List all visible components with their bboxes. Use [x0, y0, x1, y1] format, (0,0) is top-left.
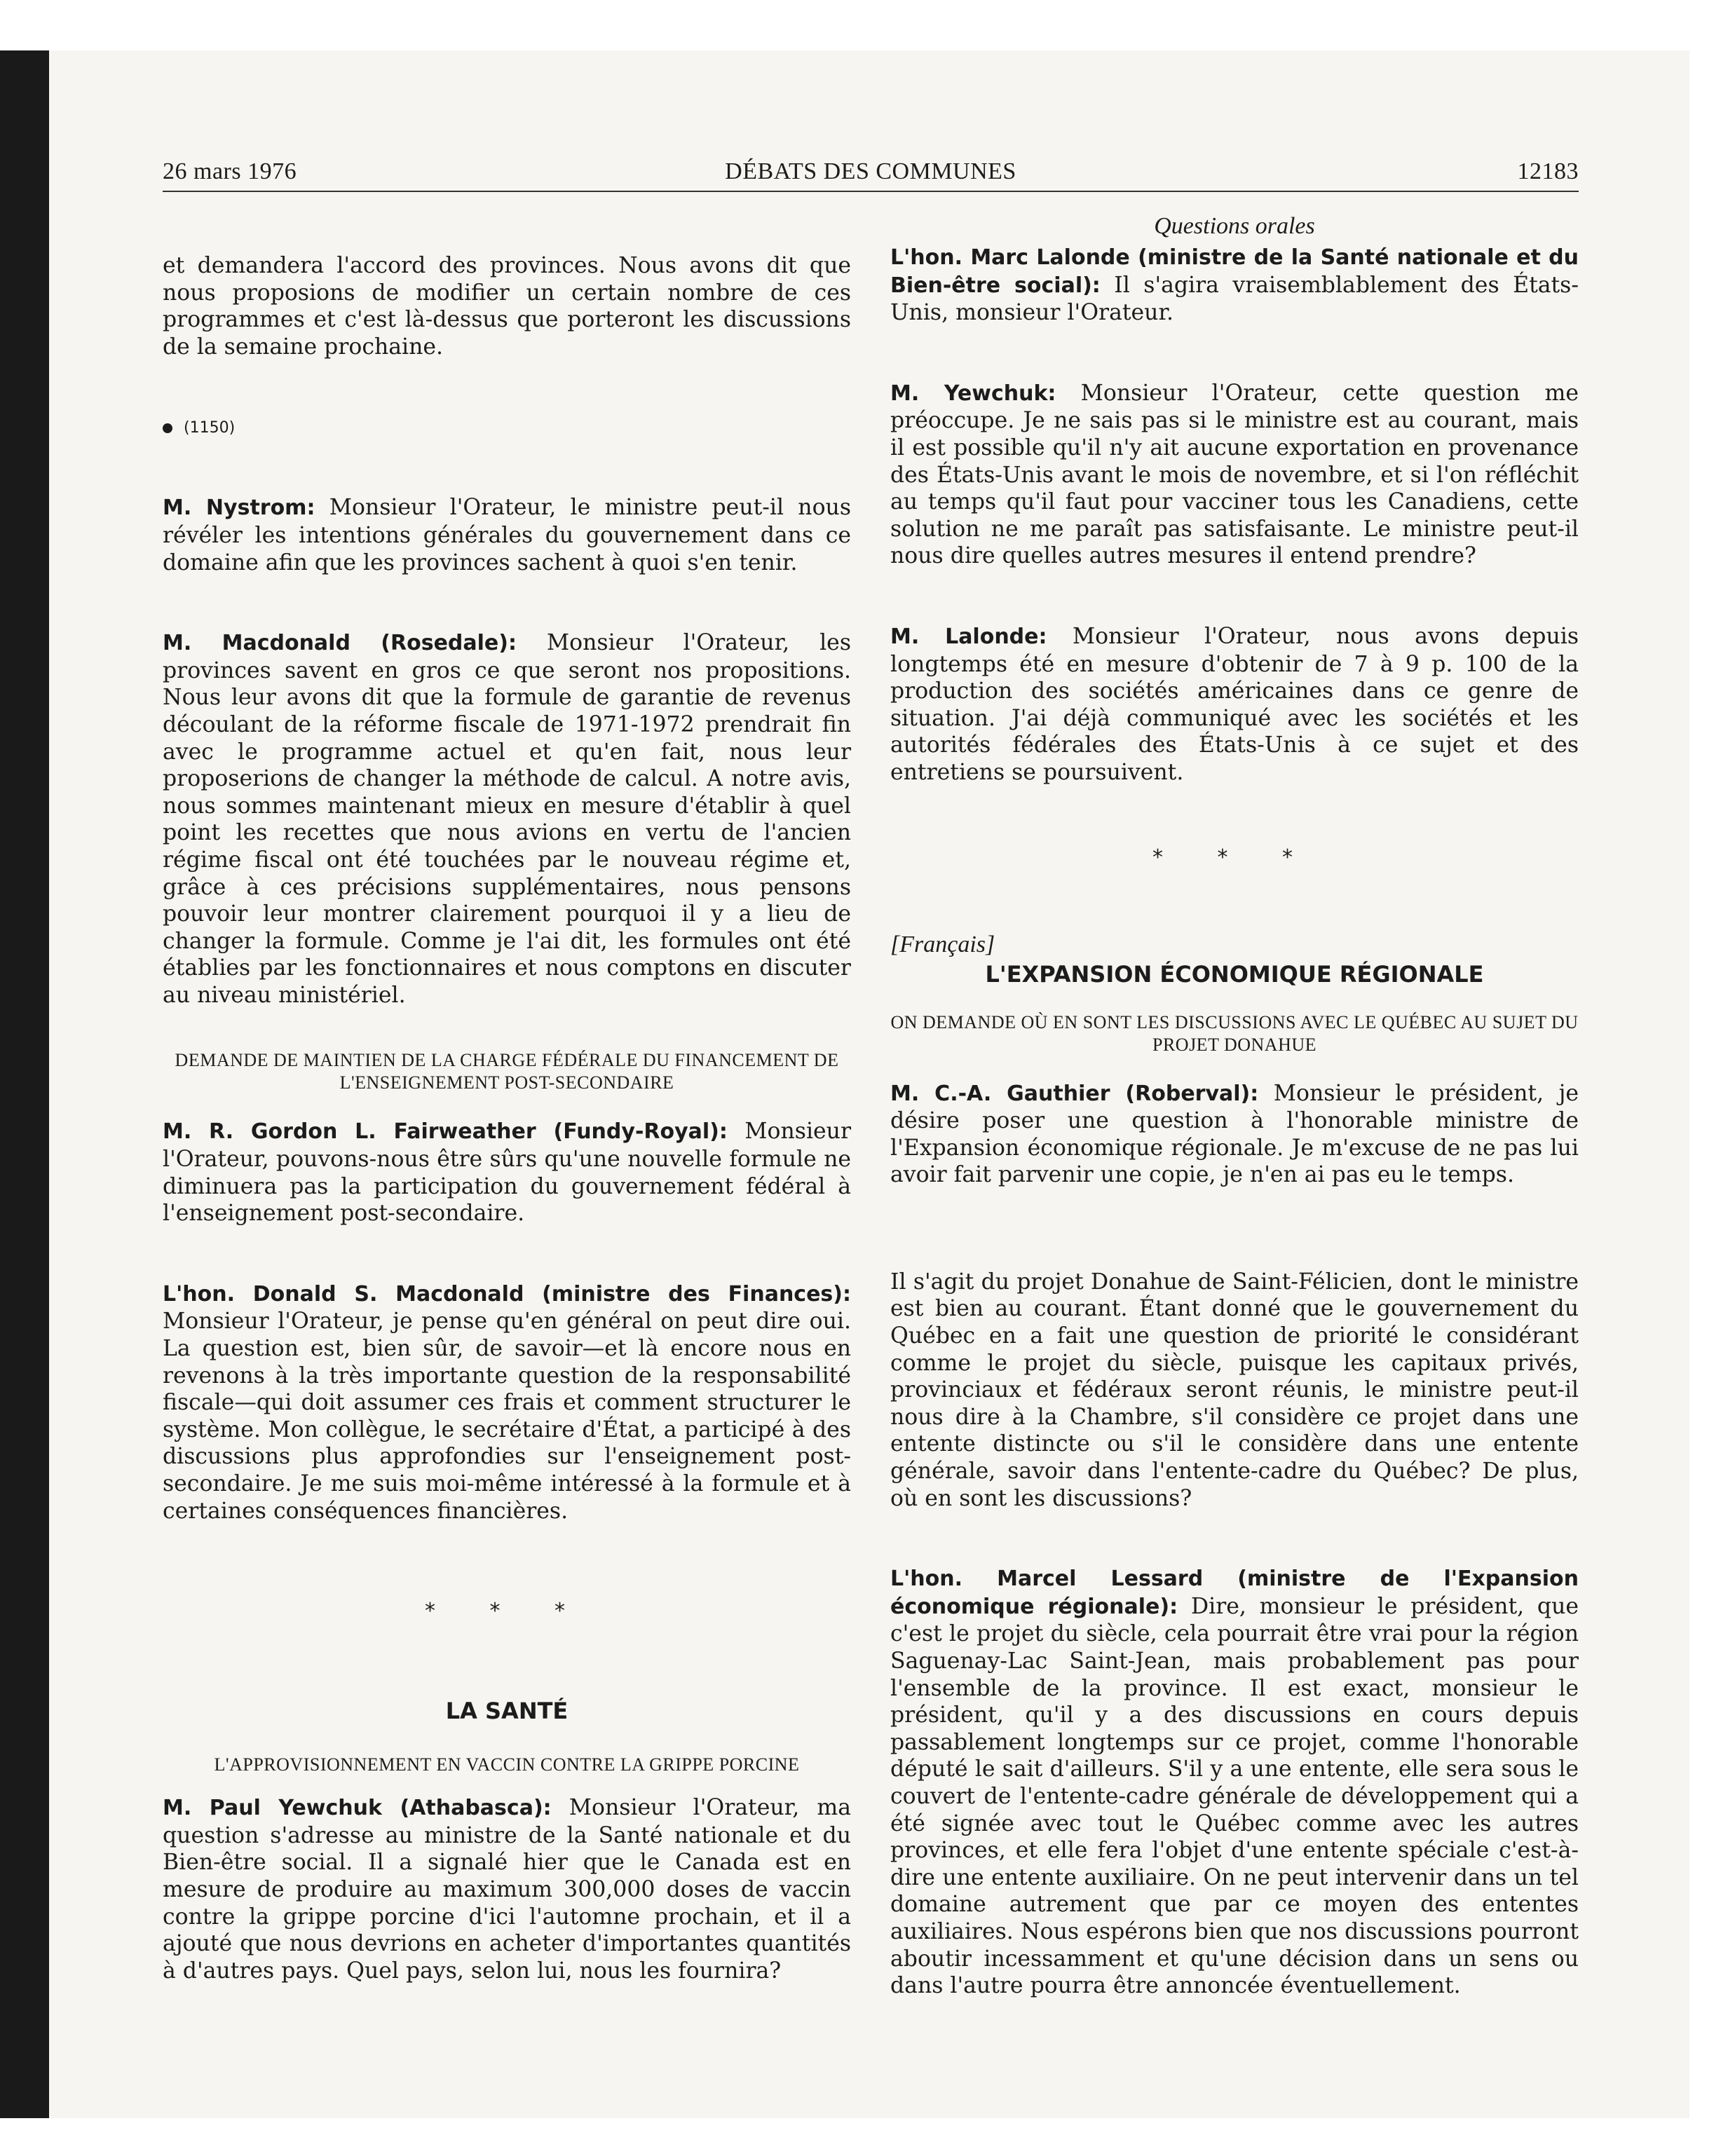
bullet-dot-icon	[163, 423, 172, 433]
speaker-name: M. Yewchuk:	[890, 381, 1056, 406]
speaker-name: M. Paul Yewchuk (Athabasca):	[163, 1796, 552, 1821]
paragraph: M. R. Gordon L. Fairweather (Fundy-Royal): Monsieur l'Orateur, pouvons-nous être sûrs qu'une nouvelle formule ne diminuera pas la participation du gouvernement fédéral à l'enseignement post-secondaire.	[163, 1119, 852, 1227]
paragraph: M. Paul Yewchuk (Athabasca): Monsieur l'Orateur, ma question s'adresse au ministre de la Santé nationale et du Bien-être social. Il a signalé hier que le Canada est en mesure de produire au maximum 300,000 doses de vaccin contre la grippe porcine d'ici l'automne prochain, et il a ajouté que nous devrions en acheter d'importantes quantités à d'autres pays. Quel pays, selon lui, nous les fournira?	[163, 1795, 852, 1984]
header-rule	[163, 191, 1579, 192]
right-column	[890, 210, 1579, 2000]
speaker-name: M. Nystrom:	[163, 496, 315, 521]
paragraph: L'hon. Marc Lalonde (ministre de la Santé nationale et du Bien-être social): Il s'agira vraisemblablement des États-Unis, monsieur l'Orateur.	[890, 245, 1579, 326]
paragraph: M. Yewchuk: Monsieur l'Orateur, cette question me préoccupe. Je ne sais pas si le ministre est au courant, mais il est possible qu'il n'y ait aucune exportation en provenance des États-Unis avant le mois de novembre, et si l'on réfléchit au temps qu'il faut pour vacciner tous les Canadiens, cette solution ne me paraît pas satisfaisante. Le ministre peut-il nous dire quelles autres mesures il entend prendre?	[890, 380, 1579, 569]
paragraph: et demandera l'accord des provinces. Nous avons dit que nous proposions de modifier un certain nombre de ces programmes et c'est là-dessus que porteront les discussions de la semaine prochaine.	[163, 253, 851, 360]
paragraph: L'hon. Marcel Lessard (ministre de l'Expansion économique régionale): Dire, monsieur le président, que c'est le projet du siècle, cela pourrait être vrai pour la région Saguenay-Lac Saint-Jean, mais probablement pas pour l'ensemble de la province. Il est exact, monsieur le président, qu'il y a des discussions en cours depuis passablement longtemps sur ce projet, comme l'honorable député le sait d'ailleurs. S'il y a une entente, elle sera sous le couvert de l'entente-cadre générale de développement qui a été signée avec tout le Québec comme avec les autres provinces, et elle fera l'objet d'une entente spéciale c'est-à-dire une entente auxiliaire. On ne peut intervenir dans un tel domaine autrement que par ce moyen des ententes auxiliaires. Nous espérons bien que nos discussions pourront aboutir incessamment et qu'une décision dans un sens ou dans l'autre pourra être annoncée éventuellement.	[890, 1567, 1579, 1999]
header-page-number: 12183	[1517, 158, 1579, 184]
header-date: 26 mars 1976	[163, 158, 297, 184]
speaker-name: M. C.-A. Gauthier (Roberval):	[890, 1081, 1259, 1106]
paragraph: M. Lalonde: Monsieur l'Orateur, nous avons depuis longtemps été en mesure d'obtenir de 7 à 9 p. 100 de la production des sociétés américaines dans ce genre de situation. J'ai déjà communiqué avec les sociétés et les autorités fédérales des États-Unis à ce sujet et des entretiens se poursuivent.	[890, 623, 1579, 785]
section-separator: * * *	[424, 1599, 590, 1624]
scan-left-border	[0, 50, 49, 2118]
speaker-name: M. R. Gordon L. Fairweather (Fundy-Royal):	[163, 1119, 728, 1145]
language-tag: [Français]	[890, 931, 995, 957]
paragraph: M. C.-A. Gauthier (Roberval): Monsieur le président, je désire poser une question à l'honorable ministre de l'Expansion économique régionale. Je m'excuse de ne pas lui avoir fait parvenir une copie, je n'en ai pas eu le temps.	[890, 1080, 1579, 1188]
section-separator: * * *	[1152, 845, 1317, 870]
section-heading: L'EXPANSION ÉCONOMIQUE RÉGIONALE	[985, 960, 1484, 988]
subheading: L'APPROVISIONNEMENT EN VACCIN CONTRE LA GRIPPE PORCINE	[214, 1754, 800, 1775]
scan-top-margin	[0, 0, 1735, 50]
paragraph: M. Nystrom: Monsieur l'Orateur, le ministre peut-il nous révéler les intentions générales du gouvernement dans ce domaine afin que les provinces sachent à quoi s'en tenir.	[163, 495, 852, 575]
scan-bottom-margin	[0, 2118, 1735, 2156]
subheading: DEMANDE DE MAINTIEN DE LA CHARGE FÉDÉRALE DU FINANCEMENT DE L'ENSEIGNEMENT POST-SECONDAIRE	[175, 1050, 839, 1093]
speaker-name: L'hon. Donald S. Macdonald (ministre des Finances):	[163, 1281, 851, 1306]
running-head: Questions orales	[1154, 213, 1315, 239]
section-heading: LA SANTÉ	[445, 1698, 569, 1725]
page-header	[163, 158, 1579, 193]
left-column	[163, 210, 851, 1984]
paragraph: Il s'agit du projet Donahue de Saint-Félicien, dont le ministre est bien au courant. Étant donné que le gouvernement du Québec en a fait une question de priorité le considérant comme le projet du siècle, puisque les capitaux privés, provinciaux et fédéraux seront réunis, le ministre peut-il nous dire à la Chambre, s'il considère ce projet dans une entente distincte ou s'il le considère dans une entente générale, savoir dans l'entente-cadre du Québec? De plus, où en sont les discussions?	[890, 1269, 1579, 1511]
speaker-name: L'hon. Marc Lalonde (ministre de la Santé nationale et du Bien-être social):	[890, 245, 1579, 298]
subheading: ON DEMANDE OÙ EN SONT LES DISCUSSIONS AVEC LE QUÉBEC AU SUJET DU PROJET DONAHUE	[890, 1011, 1579, 1055]
speaker-name: M. Lalonde:	[890, 624, 1047, 649]
speaker-name: M. Macdonald (Rosedale):	[163, 631, 517, 656]
speaker-name: L'hon. Marcel Lessard (ministre de l'Expansion économique régionale):	[890, 1567, 1579, 1619]
timestamp-marker: (1150)	[163, 419, 851, 437]
paragraph: L'hon. Donald S. Macdonald (ministre des Finances): Monsieur l'Orateur, je pense qu'en général on peut dire oui. La question est, bien sûr, de savoir—et là encore nous en revenons à la très importante question de la responsabilité fiscale—qui doit assumer ces frais et comment structurer le système. Mon collègue, le secrétaire d'État, a participé à des discussions plus approfondies sur l'enseignement post-secondaire. Je me suis moi-même intéressé à la formule et à certaines conséquences financières.	[163, 1281, 851, 1524]
paragraph: M. Macdonald (Rosedale): Monsieur l'Orateur, les provinces savent en gros ce que seront nos propositions. Nous leur avons dit que la formule de garantie de revenus découlant de la réforme fiscale de 1971-1972 prendrait fin avec le programme actuel et qu'en fait, nous leur proposerions de changer la méthode de calcul. A notre avis, nous sommes maintenant mieux en mesure d'établir à quel point les recettes que nous avions en vertu de l'ancien régime fiscal ont été touchées par le nouveau régime et, grâce à ces précisions supplémentaires, nous pensons pouvoir leur montrer clairement pourquoi il y a lieu de changer la formule. Comme je l'ai dit, les formules ont été établies par les fonctionnaires et nous comptons en discuter au niveau ministériel.	[163, 630, 851, 1008]
header-title: DÉBATS DES COMMUNES	[725, 158, 1016, 184]
